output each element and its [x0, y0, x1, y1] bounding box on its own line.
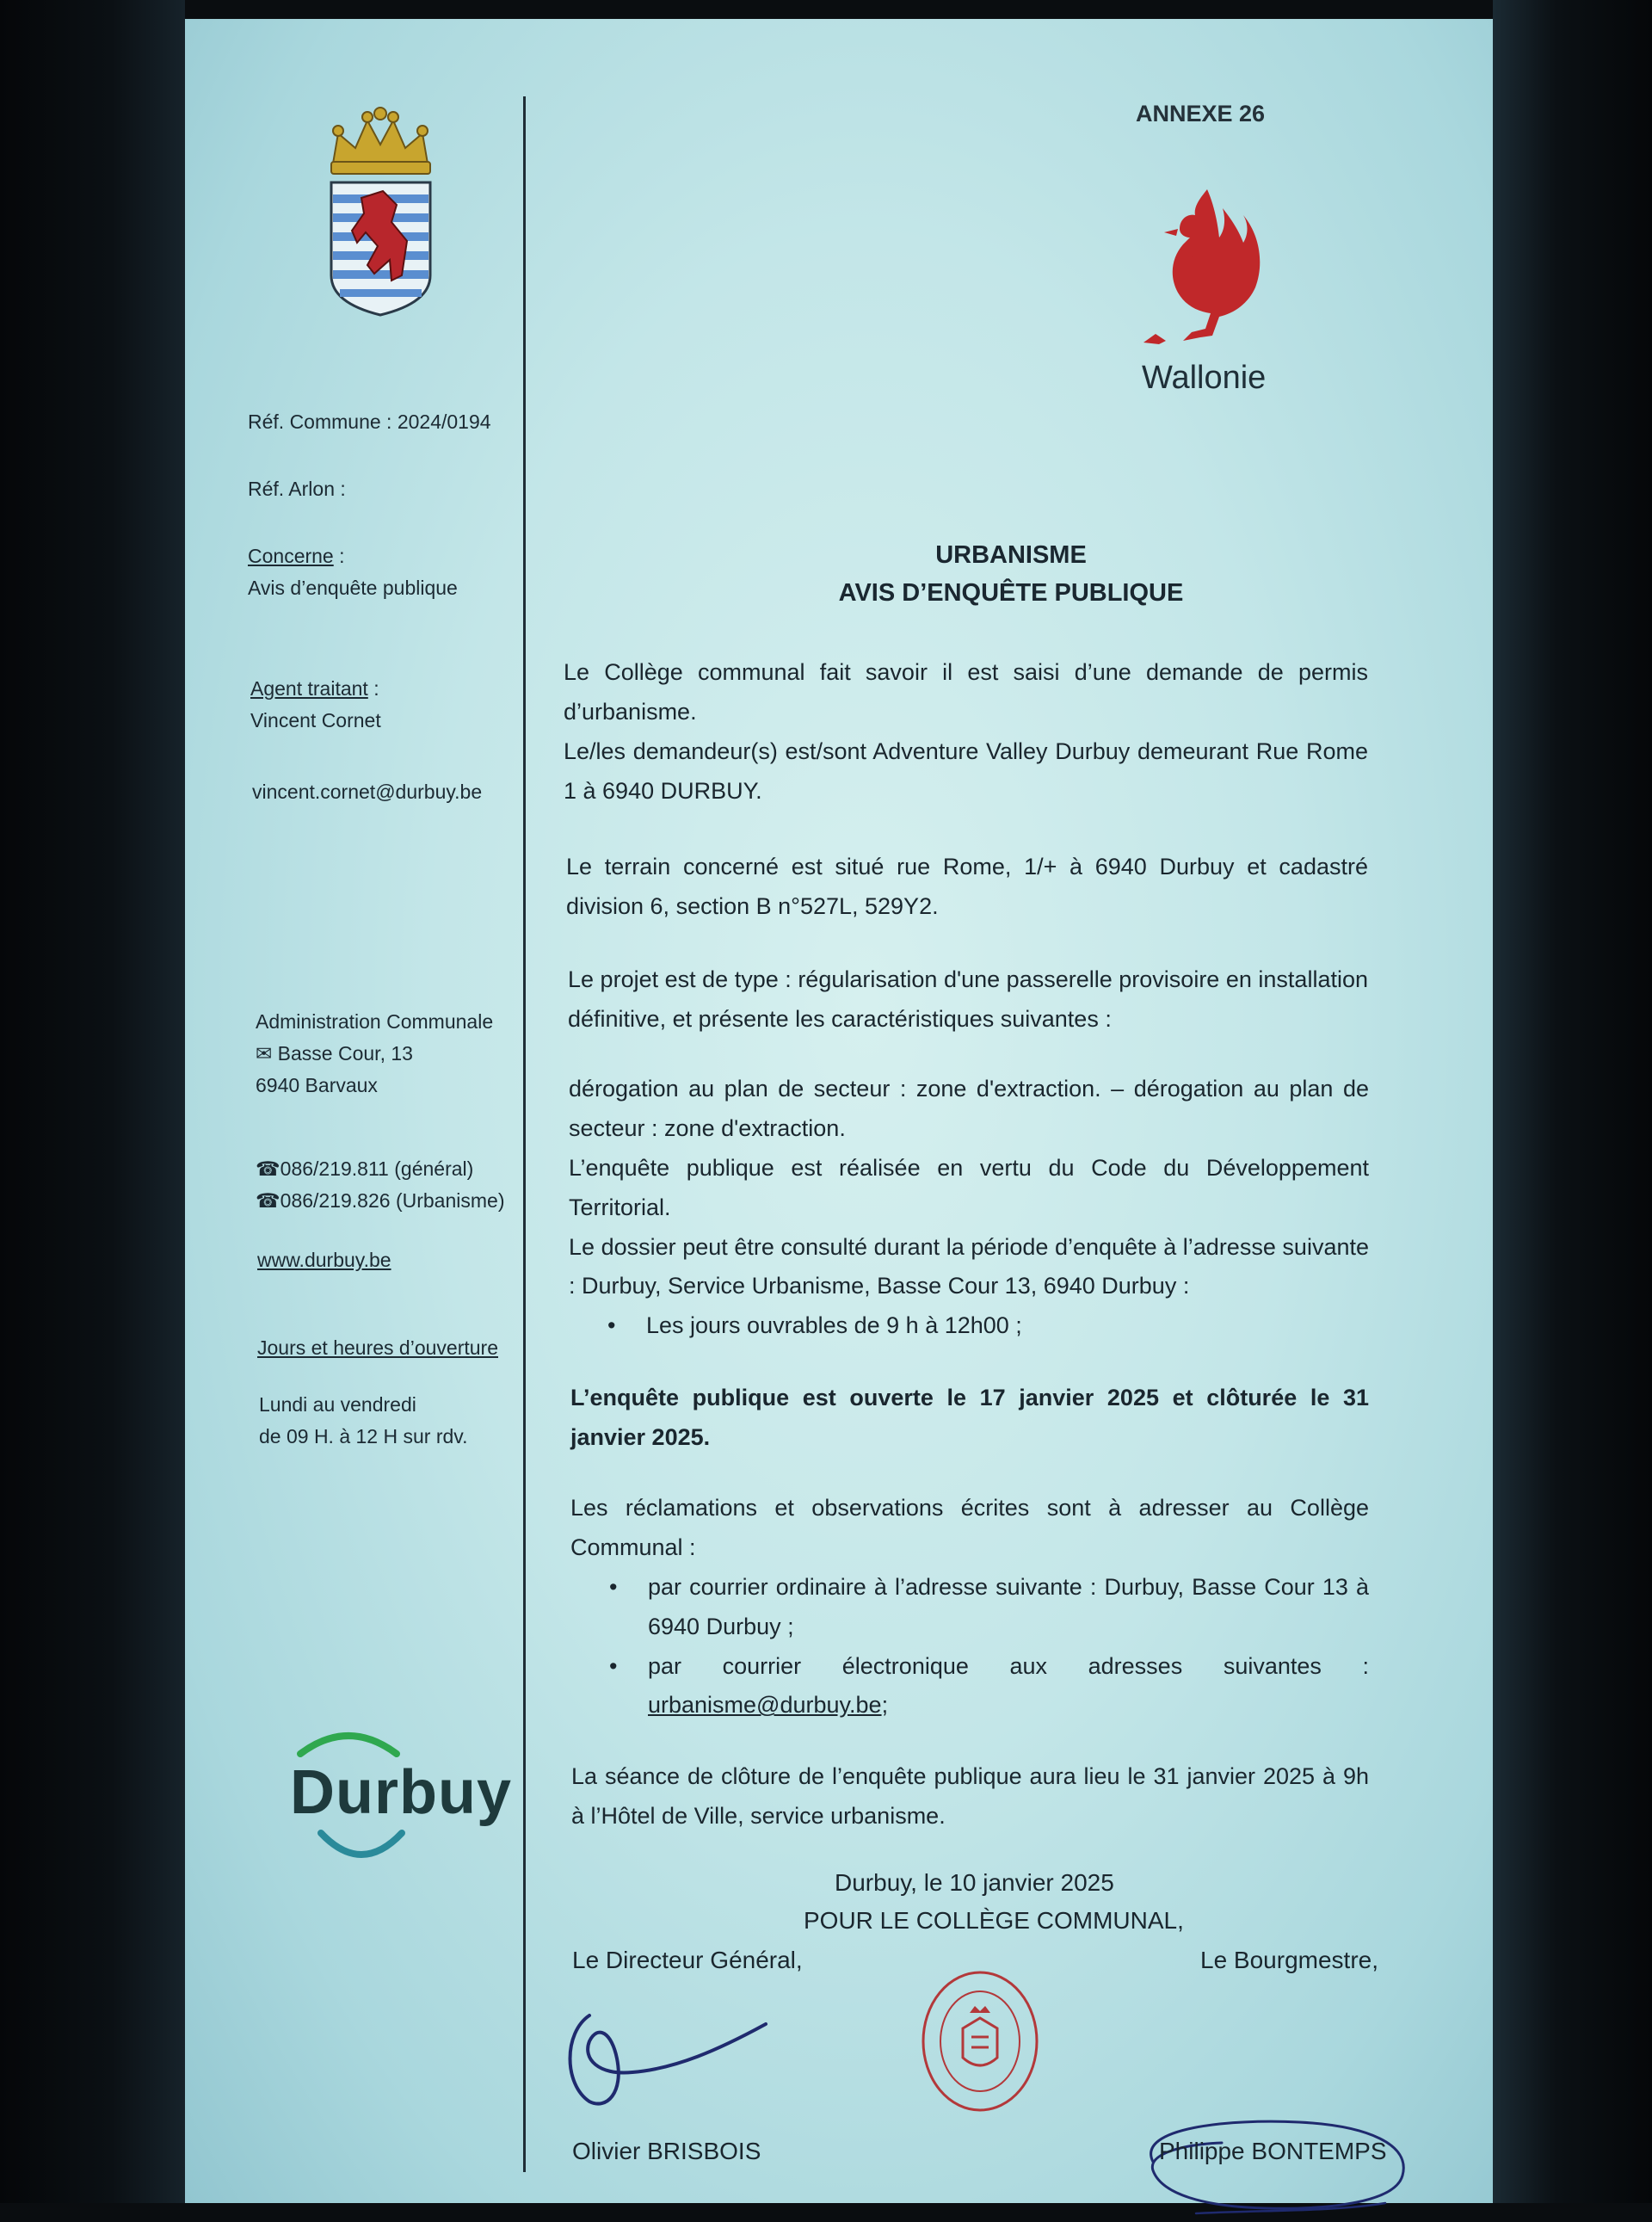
- background-left: [0, 0, 185, 2203]
- notice-body: [564, 653, 1368, 812]
- ref-commune: Réf. Commune : 2024/0194: [248, 410, 491, 433]
- date-place: Durbuy, le 10 janvier 2025: [835, 1869, 1114, 1896]
- phone-general: 086/219.811 (général): [280, 1157, 474, 1180]
- annexe-label: ANNEXE 26: [1136, 101, 1266, 127]
- logo-arc-bottom-icon: [314, 1826, 409, 1867]
- bullet-mail: • par courrier ordinaire à l’adresse suivante : Durbuy, Basse Cour 13 à 6940 Durbuy ;: [570, 1568, 1369, 1647]
- title-line2: AVIS D’ENQUÊTE PUBLIQUE: [838, 578, 1184, 607]
- hours-line2: de 09 H. à 12 H sur rdv.: [259, 1424, 468, 1447]
- mayor-name: Philippe BONTEMPS: [1159, 2138, 1387, 2164]
- agent-email[interactable]: vincent.cornet@durbuy.be: [252, 781, 483, 803]
- concerne-value: Avis d’enquête publique: [248, 576, 458, 599]
- hours-line1: Lundi au vendredi: [259, 1393, 416, 1416]
- agent-colon: :: [367, 677, 379, 700]
- director-signature-icon: [555, 1990, 779, 2119]
- phone-urbanisme: 086/219.826 (Urbanisme): [280, 1188, 505, 1212]
- phone-icon: ☎: [256, 1157, 280, 1180]
- bullet-email-end: ;: [881, 1692, 889, 1719]
- phones-block: [256, 1153, 504, 1217]
- concerne-colon: :: [333, 545, 345, 567]
- paragraph-derogation: dérogation au plan de secteur : zone d'extraction. – dérogation au plan de secteur : zone d'extraction.: [569, 1076, 1369, 1141]
- paragraph-dates: L’enquête publique est ouverte le 17 janvier 2025 et clôturée le 31 janvier 2025.: [570, 1385, 1369, 1450]
- paragraph-code: L’enquête publique est réalisée en vertu du Code du Développement Territorial.: [569, 1154, 1369, 1220]
- column-divider: [523, 96, 526, 2172]
- paragraph-dossier: Le dossier peut être consulté durant la période d’enquête à l’adresse suivante : Durbuy, Service Urbanisme, Basse Cour 13, 6940 Durbuy :: [569, 1233, 1369, 1299]
- for-college: POUR LE COLLÈGE COMMUNAL,: [804, 1907, 1184, 1934]
- paragraph-claims: Les réclamations et observations écrites sont à adresser au Collège Communal :: [570, 1495, 1369, 1560]
- logo-arc-top-icon: [288, 1723, 409, 1757]
- envelope-icon: ✉: [256, 1041, 273, 1065]
- paragraph-project: Le projet est de type : régularisation d'une passerelle provisoire en installation définitive, et présente les caractéristiques suivantes :: [568, 966, 1368, 1032]
- director-title: Le Directeur Général,: [572, 1947, 803, 1973]
- wallonie-rooster-icon: [1140, 182, 1265, 355]
- urbanisme-email-link[interactable]: urbanisme@durbuy.be: [648, 1692, 882, 1719]
- durbuy-logo: Durbuy: [290, 1758, 512, 1827]
- notice-body-2: [569, 1070, 1369, 1346]
- hours-block: [259, 1389, 467, 1453]
- notice-title: [753, 537, 1269, 612]
- mayor-title: Le Bourgmestre,: [1200, 1947, 1378, 1973]
- agent-name: Vincent Cornet: [250, 708, 381, 731]
- paragraph-closing: La séance de clôture de l’enquête publique aura lieu le 31 janvier 2025 à 9h à l’Hôtel de Ville, service urbanisme.: [571, 1763, 1369, 1829]
- agent-block: [250, 673, 381, 737]
- coat-of-arms-icon: [323, 103, 439, 318]
- admin-city: 6940 Barvaux: [256, 1073, 378, 1096]
- concerne-block: [248, 540, 458, 604]
- admin-street: Basse Cour, 13: [277, 1041, 413, 1065]
- bullet-hours: • Les jours ouvrables de 9 h à 12h00 ;: [569, 1306, 1369, 1346]
- admin-name: Administration Communale: [256, 1010, 494, 1033]
- phone-icon: ☎: [256, 1188, 280, 1212]
- paragraph-applicant: Le/les demandeur(s) est/sont Adventure Valley Durbuy demeurant Rue Rome 1 à 6940 DURBUY.: [564, 738, 1368, 804]
- paragraph-intro: Le Collège communal fait savoir il est saisi d’une demande de permis d’urbanisme.: [564, 659, 1368, 725]
- website-link[interactable]: www.durbuy.be: [257, 1249, 391, 1271]
- official-stamp-icon: [918, 1968, 1043, 2114]
- hours-title: Jours et heures d’ouverture: [257, 1336, 498, 1359]
- admin-block: [256, 1006, 493, 1101]
- background-right: [1493, 0, 1652, 2203]
- director-name: Olivier BRISBOIS: [572, 2138, 761, 2164]
- bullet-email-text: par courrier électronique aux adresses suivantes :: [648, 1652, 1369, 1679]
- wallonie-label: Wallonie: [1142, 360, 1267, 396]
- agent-label: Agent traitant: [250, 677, 368, 700]
- bullet-email: [570, 1647, 1369, 1726]
- concerne-label: Concerne: [248, 545, 334, 567]
- title-line1: URBANISME: [935, 541, 1087, 569]
- notice-body-3: [570, 1489, 1369, 1725]
- paragraph-land: Le terrain concerné est situé rue Rome, 1/+ à 6940 Durbuy et cadastré division 6, section B n°527L, 529Y2.: [566, 854, 1368, 919]
- notice-sheet: [185, 19, 1493, 2203]
- ref-arlon: Réf. Arlon :: [248, 478, 346, 500]
